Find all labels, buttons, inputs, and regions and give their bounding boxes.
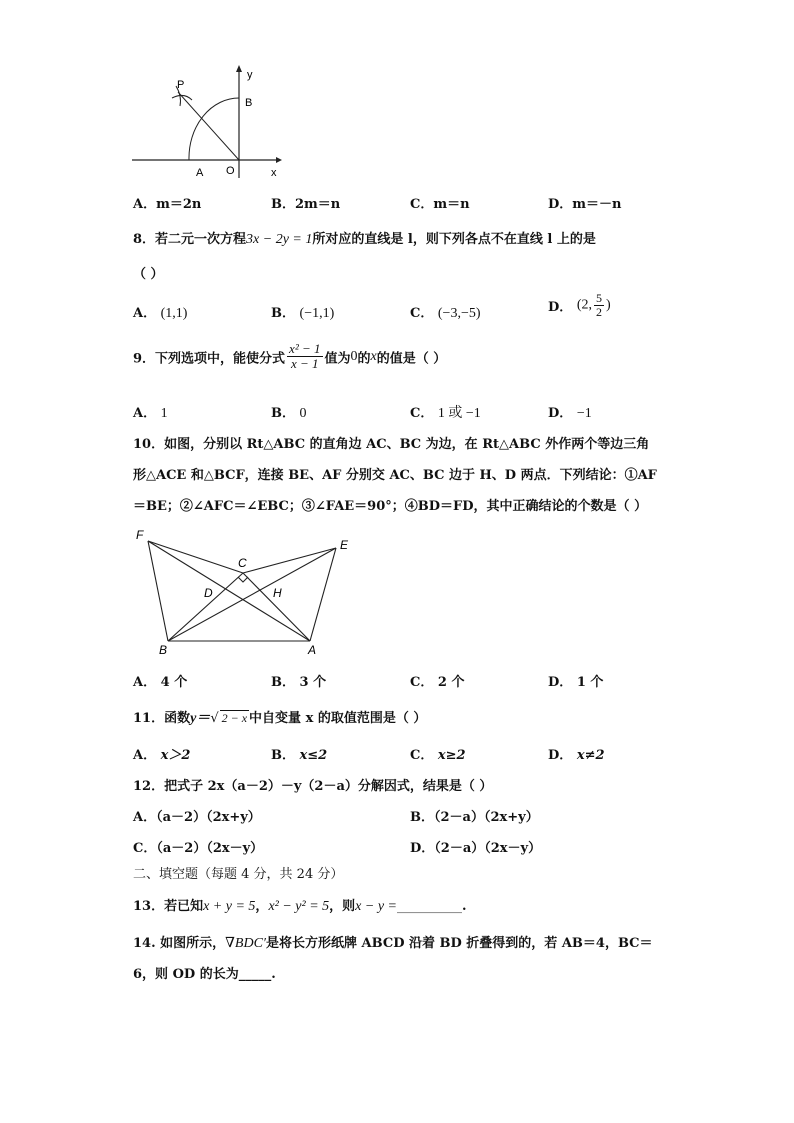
q10-option-d[interactable]: D． 1 个 <box>548 675 604 690</box>
q14-line-1: 14. 如图所示，∇BDC′是将长方形纸牌 ABCD 沿着 BD 折叠得到的，若 AB＝4，BC＝ <box>133 936 653 951</box>
q7-option-a[interactable]: A．m＝2n <box>133 197 202 212</box>
q9-option-d[interactable]: D． −1 <box>548 406 592 421</box>
q7-option-c[interactable]: C．m＝n <box>410 197 470 212</box>
q8-option-c[interactable]: C． (−3,−5) <box>410 306 481 321</box>
y-axis-arrow <box>236 65 242 72</box>
q9-option-a[interactable]: A． 1 <box>133 406 168 421</box>
segment-fb <box>148 541 168 641</box>
q9-fraction: $\frac{\text{x² − 1}}{x - 1}$ <box>289 341 321 372</box>
q8-paren: （ ） <box>133 267 164 282</box>
label-p: P <box>177 79 185 91</box>
q8-option-b[interactable]: B． (−1,1) <box>271 306 335 321</box>
segment-ca <box>243 573 310 641</box>
label-c: C <box>238 556 247 570</box>
q11-option-a[interactable]: A． x＞2 <box>133 748 191 763</box>
ray-op <box>178 92 239 160</box>
q7-option-d[interactable]: D．m＝－n <box>548 197 622 212</box>
right-angle-mark <box>238 577 248 582</box>
q13-stem: 13．若已知x + y = 5，x² − y² = 5，则x − y =__________. <box>133 899 467 914</box>
q8-stem: 8．若二元一次方程3x − 2y = 1所对应的直线是 l，则下列各点不在直线 l 上的是 <box>133 232 596 247</box>
q10-line-1: 10．如图，分别以 Rt△ABC 的直角边 AC、BC 为边，在 Rt△ABC 外作两个等边三角 <box>133 437 650 452</box>
q10-figure <box>133 525 363 660</box>
q10-line-3: ＝BE；②∠AFC＝∠EBC；③∠FAE＝90°；④BD＝FD，其中正确结论的个数是（ ） <box>133 499 648 514</box>
q9-option-c[interactable]: C． 1 或 −1 <box>410 406 481 421</box>
q8-option-d[interactable]: D． (2, $\frac{5}{2}$ ) <box>548 291 611 320</box>
q8-equation: 3x − 2y = 1 <box>246 232 313 247</box>
label-a: A <box>196 167 204 179</box>
q12-option-d[interactable]: D．（2－a）（2x－y） <box>410 841 542 856</box>
label-e: E <box>340 538 349 552</box>
label-b: B <box>245 97 253 109</box>
q10-option-a[interactable]: A． 4 个 <box>133 675 188 690</box>
label-h: H <box>273 586 282 600</box>
label-d: D <box>204 586 213 600</box>
q13-answer-blank[interactable]: __________ <box>397 899 462 914</box>
label-b: B <box>159 643 168 657</box>
q8-d-fraction: $\frac{5}{2}$ <box>595 291 602 320</box>
q10-option-b[interactable]: B． 3 个 <box>271 675 327 690</box>
q12-option-a[interactable]: A．（a－2）（2x+y） <box>133 810 261 825</box>
segment-be <box>168 548 336 641</box>
q12-option-c[interactable]: C．（a－2）（2x－y） <box>133 841 264 856</box>
segment-ce <box>243 548 336 573</box>
q11-radicand: 2 − x <box>221 711 248 725</box>
section-title-fill-in: 二、填空题（每题 4 分，共 24 分） <box>133 867 344 882</box>
q10-option-c[interactable]: C． 2 个 <box>410 675 465 690</box>
q14-line-2: 6，则 OD 的长为_____. <box>133 967 276 982</box>
segment-ae <box>310 548 336 641</box>
q11-option-b[interactable]: B． x≤2 <box>271 748 328 763</box>
arc-ab <box>189 98 239 160</box>
segment-bc <box>168 573 243 641</box>
q7-figure <box>128 62 288 182</box>
q11-stem: 11．函数y＝√ 2 − x 中自变量 x 的取值范围是（ ） <box>133 711 427 726</box>
q12-option-b[interactable]: B．（2－a）（2x+y） <box>410 810 539 825</box>
q7-option-b[interactable]: B．2m＝n <box>271 197 341 212</box>
q10-line-2: 形△ACE 和△BCF，连接 BE、AF 分别交 AC、BC 边于 H、D 两点．下列结论：①AF <box>133 468 657 483</box>
label-f: F <box>136 528 144 542</box>
label-a: A <box>308 643 317 657</box>
q11-option-c[interactable]: C． x≥2 <box>410 748 466 763</box>
q8-option-a[interactable]: A． (1,1) <box>133 306 188 321</box>
label-y: y <box>247 69 253 81</box>
label-o: O <box>226 165 235 177</box>
q9-option-b[interactable]: B． 0 <box>271 406 307 421</box>
q11-option-d[interactable]: D． x≠2 <box>548 748 605 763</box>
segment-fc <box>148 541 243 573</box>
label-x: x <box>271 167 277 179</box>
x-axis-arrow <box>276 157 282 163</box>
q12-stem: 12．把式子 2x（a－2）－y（2－a）分解因式，结果是（ ） <box>133 779 493 794</box>
q9-stem: 9．下列选项中，能使分式 $\frac{\text{x² − 1}}{x - 1}$ 值为0的x的值是（ ） <box>133 341 447 372</box>
segment-fa <box>148 541 310 641</box>
